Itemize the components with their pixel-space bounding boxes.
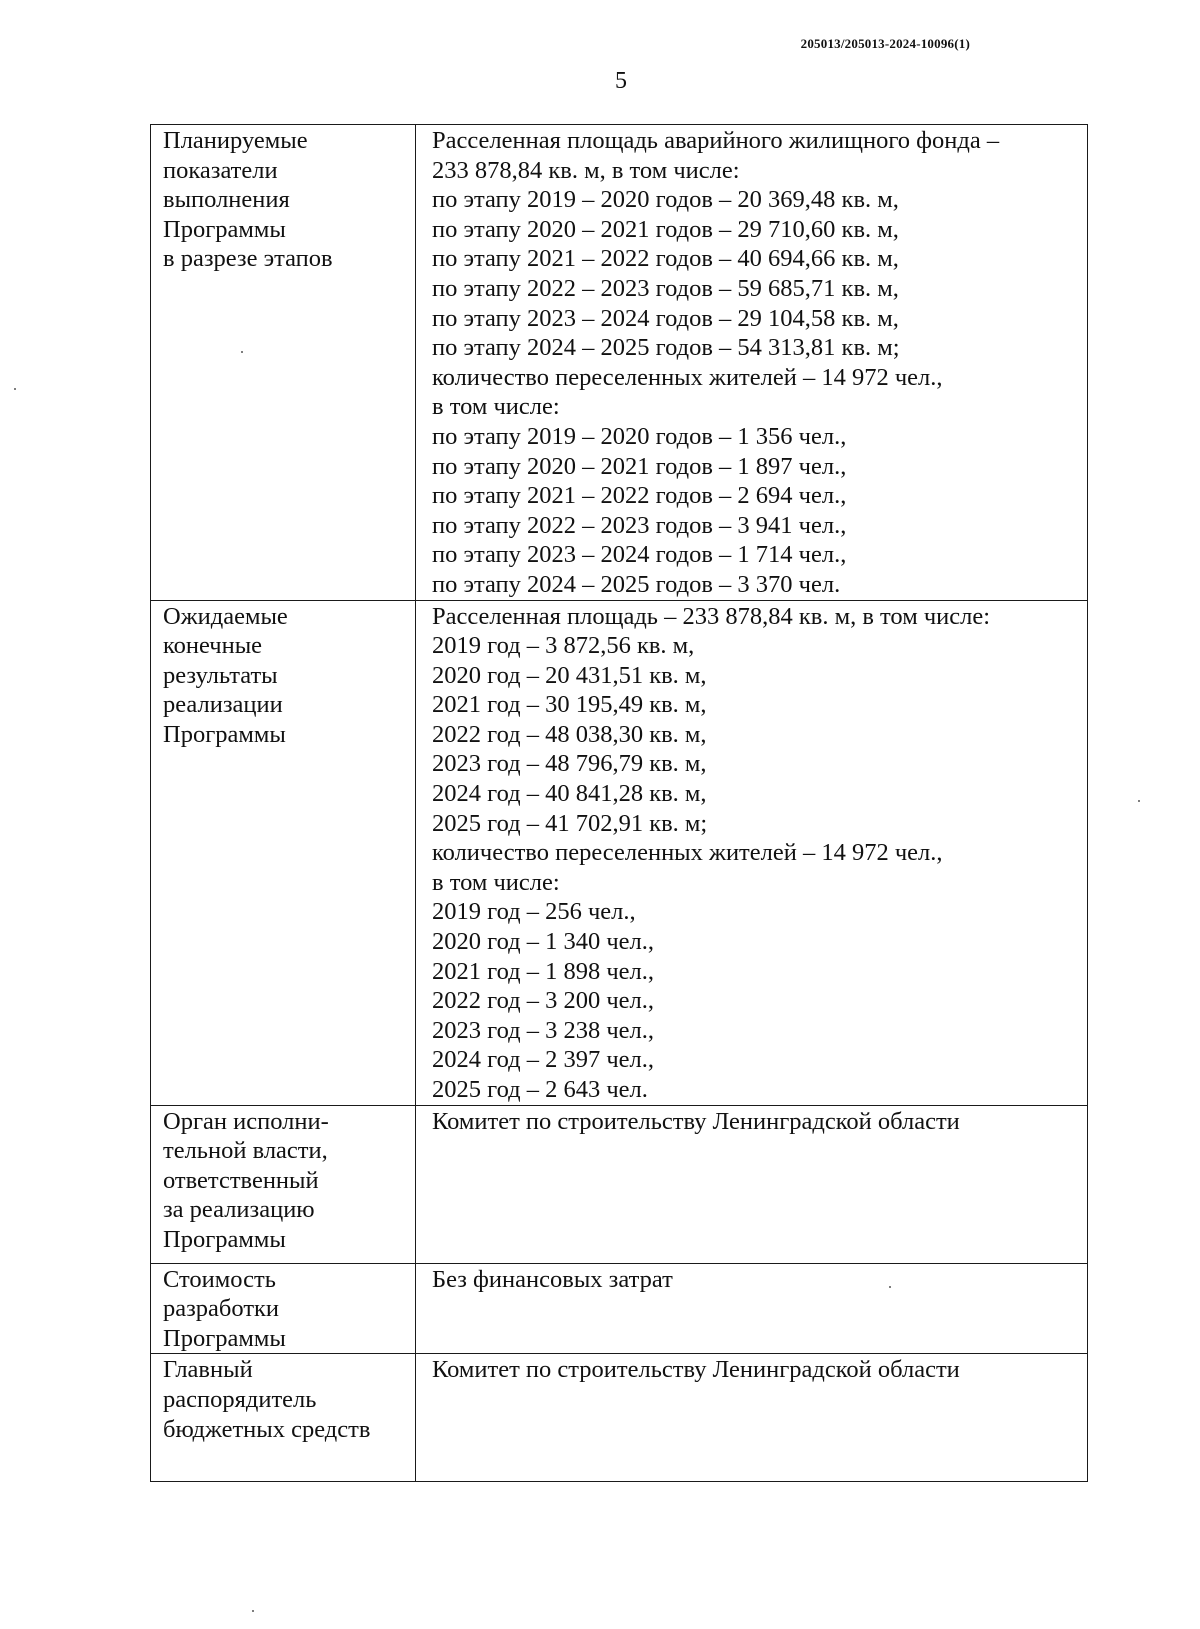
value-line: по этапу 2020 – 2021 годов – 29 710,60 кв. м, xyxy=(432,215,899,243)
label-line: выполнения xyxy=(163,186,290,214)
row-value-cell xyxy=(416,1105,1088,1263)
value-line: 2020 год – 1 340 чел., xyxy=(432,928,654,956)
row-label-cell xyxy=(151,600,416,1105)
value-line: по этапу 2023 – 2024 годов – 29 104,58 кв. м, xyxy=(432,304,899,332)
label-line: ответственный xyxy=(163,1166,319,1194)
value-line: 2024 год – 2 397 чел., xyxy=(432,1046,654,1074)
row-value-cell xyxy=(416,600,1088,1105)
scan-speck xyxy=(252,1610,254,1612)
label-line: Стоимость xyxy=(163,1265,276,1293)
value-line: по этапу 2024 – 2025 годов – 54 313,81 кв. м; xyxy=(432,334,900,362)
value-line: 2022 год – 48 038,30 кв. м, xyxy=(432,720,707,748)
value-line: 233 878,84 кв. м, в том числе: xyxy=(432,156,740,184)
value-line: по этапу 2022 – 2023 годов – 59 685,71 кв. м, xyxy=(432,274,899,302)
row-label-cell xyxy=(151,1263,416,1354)
row-label-cell xyxy=(151,125,416,601)
value-line: 2023 год – 48 796,79 кв. м, xyxy=(432,750,707,778)
value-line: Расселенная площадь аварийного жилищного фонда – xyxy=(432,127,1000,154)
label-line: конечные xyxy=(163,632,263,660)
label-line: результаты xyxy=(163,661,278,689)
value-line: 2020 год – 20 431,51 кв. м, xyxy=(432,661,707,689)
page-number: 5 xyxy=(615,68,627,94)
label-line: Главный xyxy=(163,1356,253,1384)
label-line: Планируемые xyxy=(163,127,308,154)
value-line: количество переселенных жителей – 14 972 чел., xyxy=(432,363,943,391)
row-value-cell xyxy=(416,125,1088,601)
value-line: 2021 год – 30 195,49 кв. м, xyxy=(432,691,707,719)
label-line: Программы xyxy=(163,215,286,243)
row-label-cell xyxy=(151,1105,416,1263)
value-line: по этапу 2020 – 2021 годов – 1 897 чел., xyxy=(432,452,847,480)
table-row-budget-manager xyxy=(151,1354,1088,1482)
row-label-cell xyxy=(151,1354,416,1482)
label-line: Программы xyxy=(163,720,286,748)
value-line: Комитет по строительству Ленинградской области xyxy=(432,1107,960,1135)
label-line: за реализацию xyxy=(163,1196,315,1224)
program-passport-table xyxy=(150,124,1088,1482)
value-line: по этапу 2021 – 2022 годов – 40 694,66 кв. м, xyxy=(432,245,899,273)
label-line: тельной власти, xyxy=(163,1137,328,1165)
label-line: бюджетных средств xyxy=(163,1415,371,1443)
document-id: 205013/205013-2024-10096(1) xyxy=(800,36,970,51)
value-line: по этапу 2019 – 2020 годов – 20 369,48 кв. м, xyxy=(432,186,899,214)
scan-speck xyxy=(14,388,16,390)
table-row-expected-results xyxy=(151,600,1088,1105)
label-line: Орган исполни- xyxy=(163,1107,329,1135)
value-line: в том числе: xyxy=(432,393,560,421)
scan-speck xyxy=(241,351,243,353)
table-row-executive-body xyxy=(151,1105,1088,1263)
value-line: 2022 год – 3 200 чел., xyxy=(432,987,654,1015)
label-line: Программы xyxy=(163,1225,286,1253)
table-row-planned-indicators xyxy=(151,125,1088,601)
table-row-development-cost xyxy=(151,1263,1088,1354)
value-line: 2023 год – 3 238 чел., xyxy=(432,1016,654,1044)
value-line: 2025 год – 2 643 чел. xyxy=(432,1076,648,1103)
value-line: по этапу 2022 – 2023 годов – 3 941 чел., xyxy=(432,511,847,539)
value-line: 2024 год – 40 841,28 кв. м, xyxy=(432,780,707,808)
scan-speck xyxy=(1138,800,1140,802)
value-line: 2019 год – 256 чел., xyxy=(432,898,636,926)
value-line: по этапу 2023 – 2024 годов – 1 714 чел., xyxy=(432,541,847,569)
value-line: в том числе: xyxy=(432,868,560,896)
value-line: 2021 год – 1 898 чел., xyxy=(432,957,654,985)
value-line: по этапу 2021 – 2022 годов – 2 694 чел., xyxy=(432,482,847,510)
value-line: Без финансовых затрат xyxy=(432,1265,673,1293)
label-line: Ожидаемые xyxy=(163,602,288,630)
value-line: Комитет по строительству Ленинградской области xyxy=(432,1356,960,1384)
row-value-cell xyxy=(416,1354,1088,1482)
label-line: Программы xyxy=(163,1324,286,1352)
value-line: 2025 год – 41 702,91 кв. м; xyxy=(432,809,708,837)
label-line: разработки xyxy=(163,1295,280,1323)
label-line: показатели xyxy=(163,156,278,184)
value-line: по этапу 2024 – 2025 годов – 3 370 чел. xyxy=(432,570,841,598)
scan-speck xyxy=(889,1286,891,1288)
value-line: количество переселенных жителей – 14 972 чел., xyxy=(432,839,943,867)
label-line: распорядитель xyxy=(163,1385,317,1413)
label-line: реализации xyxy=(163,691,283,719)
value-line: по этапу 2019 – 2020 годов – 1 356 чел., xyxy=(432,422,847,450)
value-line: 2019 год – 3 872,56 кв. м, xyxy=(432,632,695,660)
row-value-cell xyxy=(416,1263,1088,1354)
value-line: Расселенная площадь – 233 878,84 кв. м, в том числе: xyxy=(432,602,991,630)
label-line: в разрезе этапов xyxy=(163,245,333,273)
